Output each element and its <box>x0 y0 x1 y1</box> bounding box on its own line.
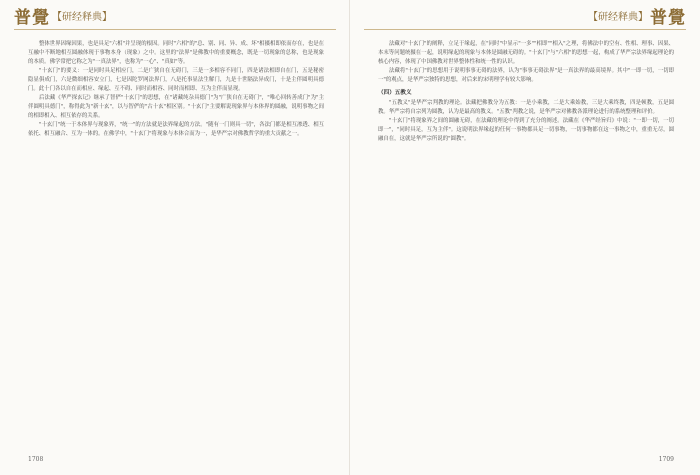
right-logo: 普覺 <box>650 8 686 28</box>
paragraph: "十玄门"的要义：一是同时具足相应门，二是广狭自在无碍门，三是一多相容不同门，四是诸法相即自在门，五是秘密隐显俱成门，六是微细相容安立门，七是因陀罗网法界门，八是托事显法生解门，九是十世隔法异成门，十是主伴圆明具德门。此十门各以自在而相应、缘起、互不碍、同时而相容、同时而相即、互为主伴而显现。 <box>28 68 324 93</box>
right-page <box>350 0 700 475</box>
right-series-title: 【研经释典】 <box>588 12 648 23</box>
paragraph: 整体世界因缘因果，也是具足"六相"并呈现的根因。同时"六相"的"总、别、同、异、成、坏"相摄相即依而存在，也是在互融中不断地相互圆融体现于事物本身（现象）之中。这里的"法界"是佛教中的重要概念，既是一切现象的总称，也是现象的本质。佛学常把它称之为"一真法界"，也称为"一心"、"真如"等。 <box>28 41 324 66</box>
right-header-rule <box>364 29 686 30</box>
left-body-text <box>28 40 324 441</box>
section-heading: （四）五教义 <box>378 90 412 97</box>
left-logo: 普覺 <box>14 8 50 28</box>
paragraph: "十玄门"统一于本体界与现象界，"统一"的方法就是法界缘起的方法。"随有一门则具一切"，各法门都是相互渗透、相互依托、相互融合、互为一体的。在佛学中，"十玄门"将现象与本体合而为一，是华严宗对佛教哲学的重大贡献之一。 <box>28 122 324 138</box>
left-header <box>14 8 114 28</box>
left-header-rule <box>14 29 336 30</box>
paragraph: "五教义"是华严宗判教的理论。法藏把佛教分为五教：一是小乘教，二是大乘始教，三是大乘终教，四是顿教，五是圆教。华严宗将自宗列为圆教，认为是最高的教义。"五教"判教之说，是华严宗对佛教各派理论进行的系统整理和评价。 <box>378 100 674 116</box>
paragraph: 后法藏《华严探玄记》继承了智俨"十玄门"的思想，在"诸藏纯杂具德门"为"广狭自在无碍门"，"唯心回转善成门"为"主伴圆明具德门"，称得此为"新十玄"，以与智俨的"古十玄"相区别。"十玄门"主要解说现象界与本体界的圆融，说明事物之间的相即相入、相互依存的关系。 <box>28 95 324 120</box>
right-page-number: 1709 <box>658 456 674 463</box>
left-page-number: 1708 <box>28 456 44 463</box>
left-series-title: 【研经释典】 <box>52 12 112 23</box>
right-body-text <box>378 40 674 441</box>
paragraph: "十玄门"将现象界之间的圆融无碍，在法藏的理论中得到了充分的阐述。法藏在《华严经旨归》中说："一即一切，一切即一"，"同时具足，互为主伴"。这说明法界缘起的任何一事物都具足一切事物，一切事物都在这一事物之中，重重无尽，圆融自在，这就是华严宗所说的"圆教"。 <box>378 118 674 143</box>
paragraph: 法藏将"十玄门"的思想用于说明事事无碍的法界，认为"事事无碍法界"是一真法界的最高境界。其中"一即一切，一切即一"的观点，是华严宗独特的思想，对后来的宋明理学有较大影响。 <box>378 68 674 84</box>
right-header <box>586 8 686 28</box>
paragraph: 法藏对"十玄门"的阐释，立足于缘起，在"同时"中显示"一多""相即""相入"之理，将佛法中的空有、性相、理事、因果、本末等问题统摄在一起，说明缘起的现象与本体是圆融无碍的。"十玄门"与"六相"的思想一起，构成了华严宗法界缘起理论的核心内容，体现了中国佛教对世界整体性和统一性的认识。 <box>378 41 674 66</box>
